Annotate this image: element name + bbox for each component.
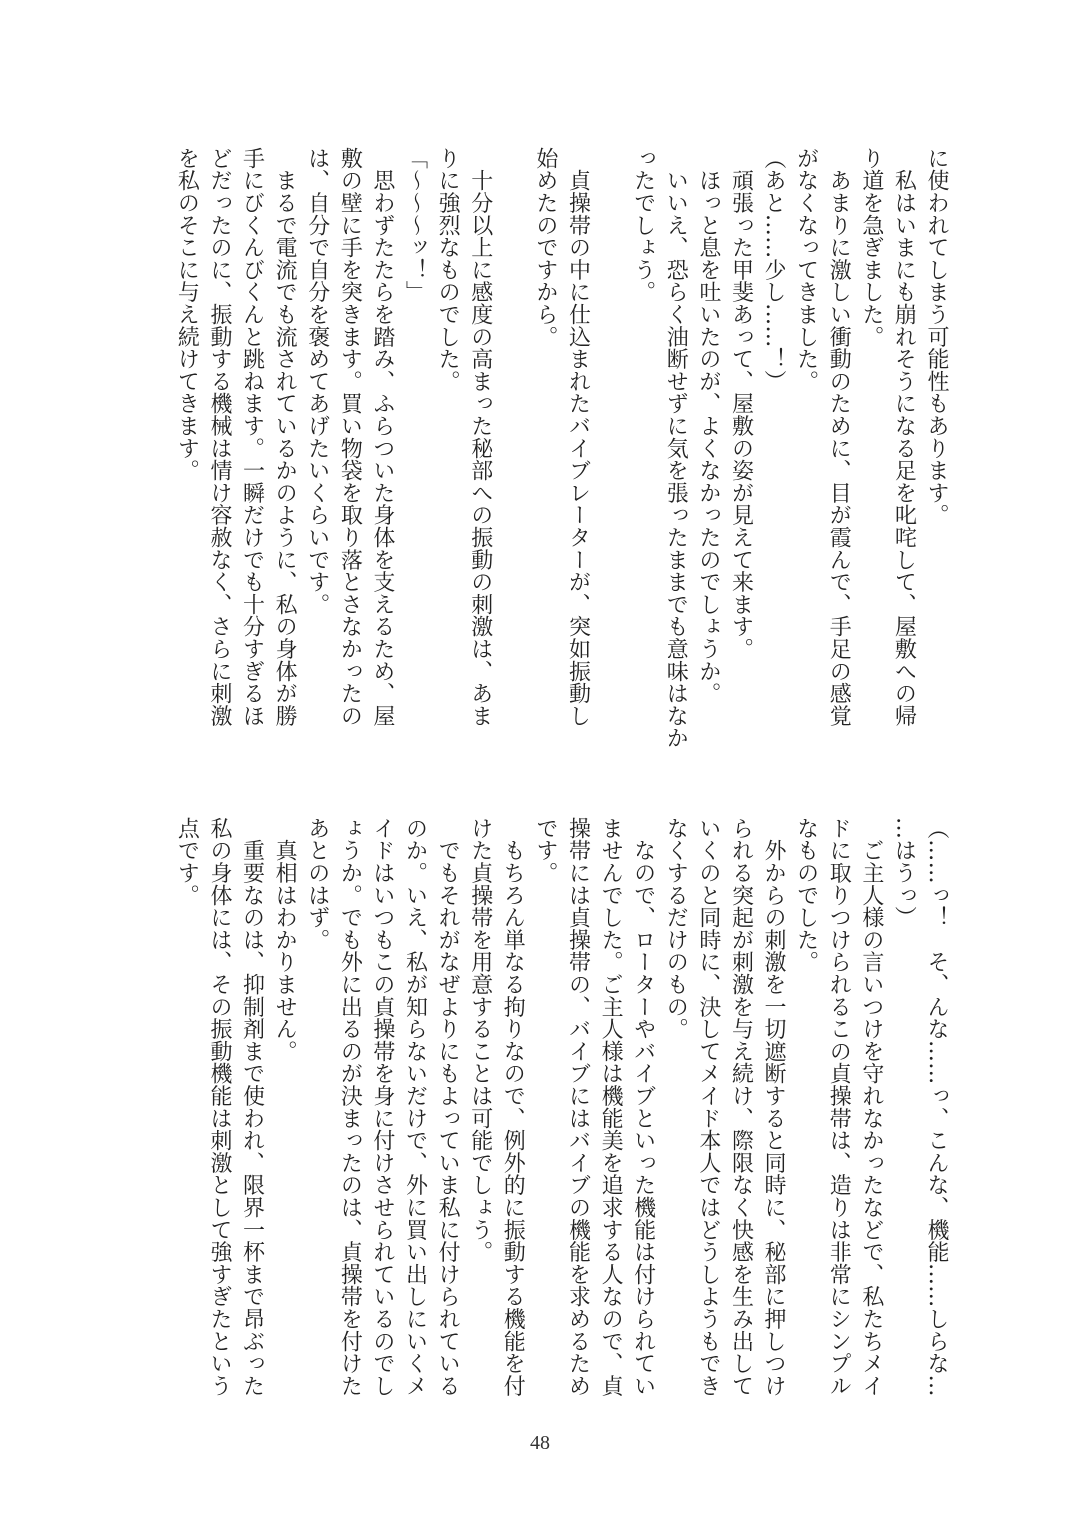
- text-line: ませんでした。ご主人様は機能美を追求する人なので、貞: [598, 817, 624, 1397]
- text-line: ドに取りつけられるこの貞操帯は、造りは非常にシンプル: [826, 817, 852, 1397]
- top-text-block: [162, 147, 952, 750]
- text-line: り道を急ぎました。: [858, 147, 884, 348]
- text-line: 「～～～ッ！」: [402, 147, 428, 304]
- text-line: 操帯には貞操帯の、バイブにはバイブの機能を求めるため: [565, 817, 591, 1397]
- text-line: [593, 147, 626, 747]
- text-line: 真相はわかりません。: [272, 817, 298, 1063]
- text-line: なくするだけのもの。: [663, 817, 689, 1040]
- text-line: ったでしょう。: [630, 147, 656, 304]
- text-line: です。: [532, 817, 558, 884]
- text-line: ご主人様の言いつけを守れなかったなどで、私たちメイ: [858, 817, 884, 1397]
- text-line: のか。いえ、私が知らないだけで、外に買い出しにいくメ: [402, 817, 428, 1397]
- text-line: なものでした。: [793, 817, 819, 974]
- text-line: 頑張った甲斐あって、屋敷の姿が見えて来ます。: [728, 147, 754, 660]
- text-line: 点です。: [174, 817, 200, 907]
- text-line: ほっと息を吐いたのが、よくなかったのでしょうか。: [695, 147, 721, 705]
- text-line: どだったのに、振動する機械は情け容赦なく、さらに刺激: [206, 147, 232, 727]
- text-line: 始めたのですから。: [532, 147, 558, 348]
- text-line: 敷の壁に手を突きます。買い物袋を取り落とさなかったの: [337, 147, 363, 727]
- text-line: まるで電流でも流されているかのように、私の身体が勝: [272, 147, 298, 727]
- text-line: あまりに激しい衝動のために、目が霞んで、手足の感覚: [826, 147, 852, 727]
- text-line: 私はいまにも崩れそうになる足を叱咤して、屋敷への帰: [891, 147, 917, 727]
- text-line: （あと……少し……！）: [761, 147, 787, 393]
- text-line: がなくなってきました。: [793, 147, 819, 393]
- bottom-text-block: [162, 817, 952, 1417]
- text-line: もちろん単なる拘りなので、例外的に振動する機能を付: [500, 817, 526, 1397]
- text-line: （……っ！ そ、んな……っ、こんな、機能……しらな…: [924, 817, 949, 1397]
- text-line: あとのはず。: [304, 817, 330, 951]
- text-line: けた貞操帯を用意することは可能でしょう。: [467, 817, 493, 1263]
- text-line: イドはいつもこの貞操帯を身に付けさせられているのでし: [369, 817, 395, 1397]
- text-line: は、自分で自分を褒めてあげたいくらいです。: [304, 147, 330, 616]
- text-line: 重要なのは、抑制剤まで使われ、限界一杯まで昂ぶった: [239, 817, 265, 1397]
- page-number: 48: [530, 1432, 550, 1454]
- text-line: …はうっ）: [891, 817, 917, 929]
- text-line: 私の身体には、その振動機能は刺激として強すぎたという: [206, 817, 232, 1397]
- text-line: いくのと同時に、決してメイド本人ではどうしようもでき: [695, 817, 721, 1397]
- text-line: [496, 147, 529, 747]
- text-line: 十分以上に感度の高まった秘部への振動の刺激は、あま: [467, 147, 493, 727]
- text-line: に使われてしまう可能性もあります。: [924, 147, 949, 527]
- text-line: られる突起が刺激を与え続け、際限なく快感を生み出して: [728, 817, 754, 1397]
- text-line: 手にびくんびくんと跳ねます。一瞬だけでも十分すぎるほ: [239, 147, 265, 727]
- text-line: りに強烈なものでした。: [435, 147, 461, 393]
- text-line: 貞操帯の中に仕込まれたバイブレーターが、突如振動し: [565, 147, 591, 727]
- text-line: を私のそこに与え続けてきます。: [174, 147, 200, 482]
- text-line: ょうか。でも外に出るのが決まったのは、貞操帯を付けた: [337, 817, 363, 1397]
- text-line: 思わずたたらを踏み、ふらついた身体を支えるため、屋: [369, 147, 395, 727]
- text-line: でもそれがなぜよりにもよっていま私に付けられている: [435, 817, 461, 1397]
- text-line: いいえ、恐らく油断せずに気を張ったままでも意味はなか: [663, 147, 689, 750]
- text-line: 外からの刺激を一切遮断すると同時に、秘部に押しつけ: [761, 817, 787, 1397]
- text-line: なので、ローターやバイブといった機能は付けられてい: [630, 817, 656, 1397]
